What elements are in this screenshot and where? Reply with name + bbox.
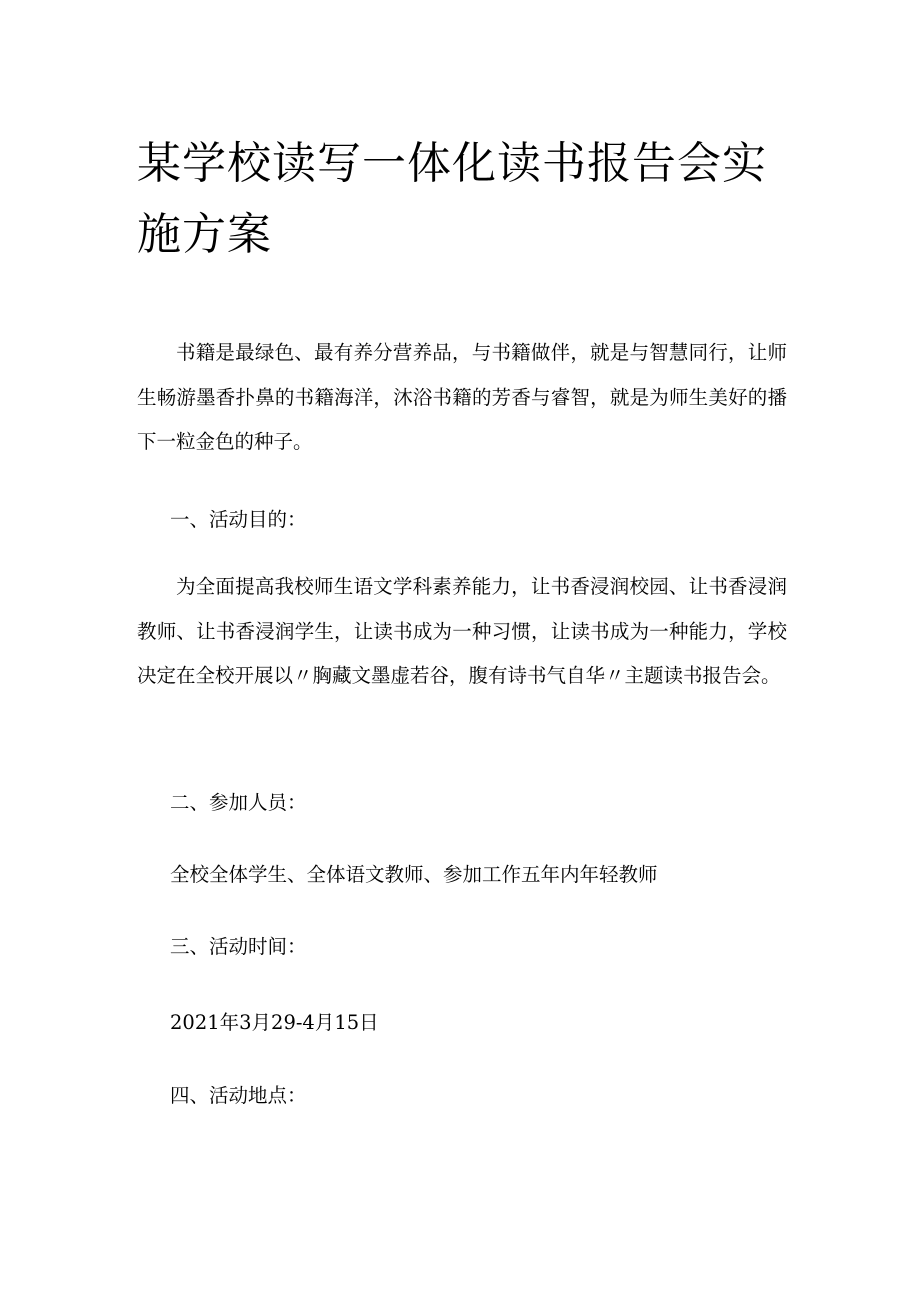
document-title: 某学校读写一体化读书报告会实施方案 — [137, 138, 767, 260]
section-body-participants: 全校全体学生、全体语文教师、参加工作五年内年轻教师 — [170, 863, 658, 886]
section-body-time: 2021年3月29-4月15日 — [170, 1011, 379, 1034]
section-body-purpose: 为全面提高我校师生语文学科素养能力，让书香浸润校园、让书香浸润教师、让书香浸润学生，让读书成为一种习惯，让读书成为一种能力，学校决定在全校开展以〃胸藏文墨虚若谷，腹有诗书气自华〃主题读书报告会。 — [137, 575, 787, 687]
section-heading-location: 四、活动地点： — [170, 1084, 307, 1107]
section-heading-participants: 二、参加人员： — [170, 791, 307, 814]
section-heading-purpose: 一、活动目的： — [170, 508, 307, 531]
intro-paragraph: 书籍是最绿色、最有养分营养品，与书籍做伴，就是与智慧同行，让师生畅游墨香扑鼻的书籍海洋，沐浴书籍的芳香与睿智，就是为师生美好的播下一粒金色的种子。 — [137, 341, 787, 453]
section-heading-time: 三、活动时间： — [170, 935, 307, 958]
